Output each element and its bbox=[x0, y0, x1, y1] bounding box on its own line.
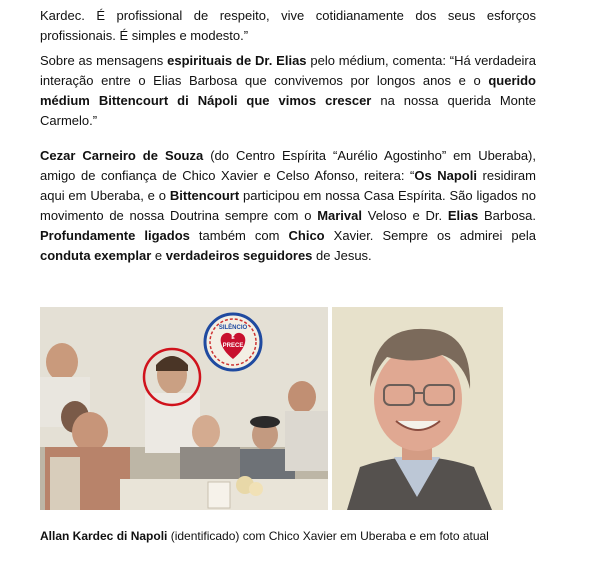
caption-text: (identificado) com Chico Xavier em Uberaba e em foto atual bbox=[167, 529, 489, 543]
group-photo bbox=[40, 307, 328, 510]
portrait-illustration bbox=[332, 307, 503, 510]
bold-phrase: Elias bbox=[447, 208, 479, 223]
bold-phrase: Marival bbox=[317, 208, 362, 223]
bold-phrase: querido médium Bittencourt di Nápoli que vimos crescer bbox=[40, 73, 536, 108]
paragraph-1: Kardec. É profissional de respeito, vive cotidianamente dos seus esforços profissionais. É simples e modesto.” bbox=[40, 8, 536, 43]
photo-caption bbox=[40, 528, 560, 544]
bold-phrase: Chico bbox=[288, 228, 325, 243]
banner-text-3: PRECE bbox=[222, 343, 244, 349]
table bbox=[120, 476, 328, 510]
paragraph-2: Sobre as mensagens espirituais de Dr. Elias pelo médium, comenta: “Há verdadeira interação entre o Elias Barbosa que convivemos por longos anos e o querido médium Bittencourt di Nápoli que vimos crescer na nossa querida Monte Carmelo.” bbox=[40, 53, 536, 128]
bold-phrase: espirituais de Dr. Elias bbox=[167, 53, 307, 68]
bold-phrase: conduta exemplar bbox=[40, 248, 152, 263]
wall-banner bbox=[205, 314, 261, 370]
article-body bbox=[40, 6, 536, 266]
bold-phrase: Profundamente ligados bbox=[40, 228, 190, 243]
bold-phrase: Bittencourt bbox=[169, 188, 240, 203]
bold-phrase: Os Napoli bbox=[414, 168, 477, 183]
caption-name: Allan Kardec di Napoli bbox=[40, 529, 168, 543]
paragraph-3: Cezar Carneiro de Souza (do Centro Espírita “Aurélio Agostinho” em Uberaba), amigo de confiança de Chico Xavier e Celso Afonso, reitera: “Os Napoli residiram aqui em Uberaba, e o Bittencourt participou em nossa Casa Espírita. São ligados no movimento de nossa Doutrina sempre com o Marival Veloso e Dr. Elias Barbosa. Profundamente ligados também com Chico Xavier. Sempre os admirei pela conduta exemplar e verdadeiros seguidores de Jesus. bbox=[40, 148, 536, 263]
group-photo-illustration bbox=[40, 307, 328, 510]
portrait-photo bbox=[332, 307, 503, 510]
banner-text-2: E bbox=[231, 335, 235, 341]
photo-strip bbox=[40, 307, 503, 510]
bold-phrase: verdadeiros seguidores bbox=[165, 248, 313, 263]
bold-phrase: Cezar Carneiro de Souza bbox=[40, 148, 204, 163]
banner-text-1: SILÊNCIO bbox=[218, 325, 248, 331]
